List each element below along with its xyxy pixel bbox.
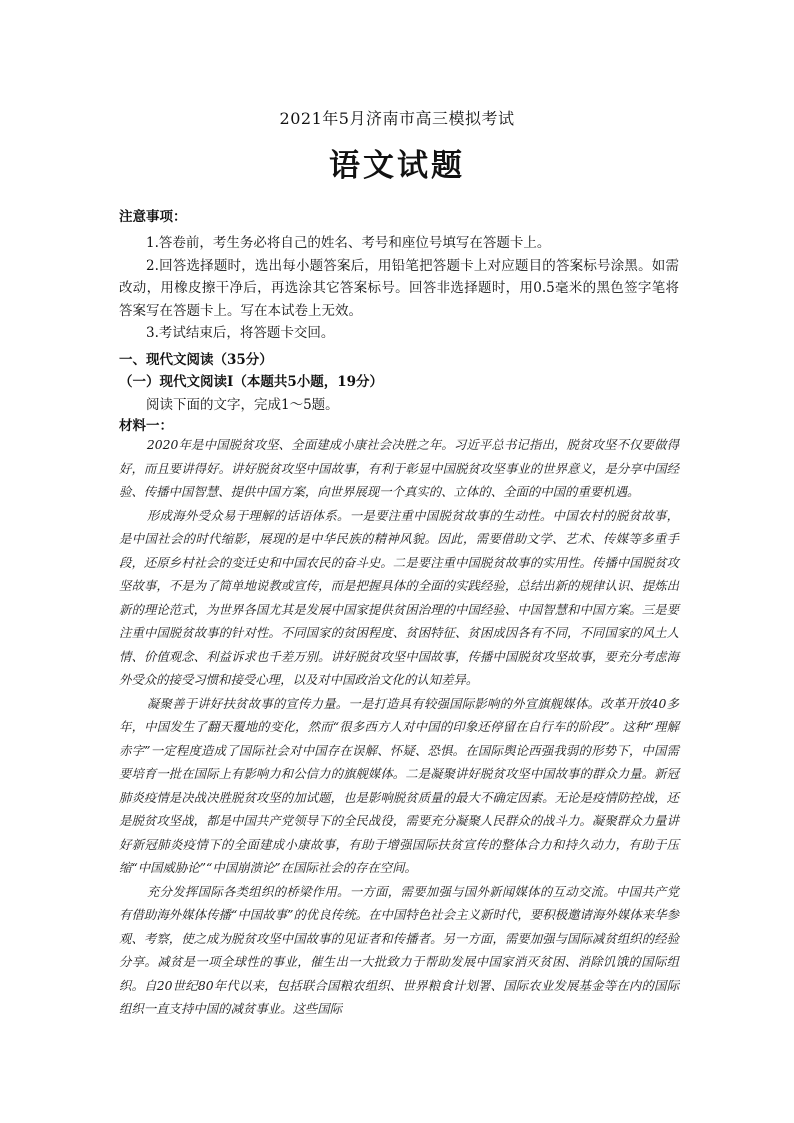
notice-item: 2.回答选择题时，选出每小题答案后，用铅笔把答题卡上对应题目的答案标号涂黑。如需改动，用橡皮擦干净后，再选涂其它答案标号。回答非选择题时，用0.5毫米的黑色签字笔将答案写在答题卡上。写在本试卷上无效。 bbox=[119, 257, 679, 319]
exam-subtitle: 2021年5月济南市高三模拟考试 bbox=[279, 109, 515, 128]
notice-block bbox=[119, 206, 679, 345]
notice-heading: 注意事项： bbox=[119, 209, 187, 225]
article-paragraph: 2020年是中国脱贫攻坚、全面建成小康社会决胜之年。习近平总书记指出，脱贫攻坚不仅要做得好，而且要讲得好。讲好脱贫攻坚中国故事，有利于彰显中国脱贫攻坚事业的世界意义，是分享中国经验、传播中国智慧、提供中国方案，向世界展现一个真实的、立体的、全面的中国的重要机遇。 bbox=[119, 437, 679, 499]
article-paragraph: 充分发挥国际各类组织的桥梁作用。一方面，需要加强与国外新闻媒体的互动交流。中国共产党有借助海外媒体传播“中国故事”的优良传统。在中国特色社会主义新时代，要积极邀请海外媒体来华参观、考察，使之成为脱贫攻坚中国故事的见证者和传播者。另一方面，需要加强与国际减贫组织的经验分享。减贫是一项全球性的事业，催生出一大批致力于帮助发展中国家消灭贫困、消除饥饿的国际组织。自20世纪80年代以来，包括联合国粮农组织、世界粮食计划署、国际农业发展基金等在内的国际组织一直支持中国的减贫事业。这些国际 bbox=[119, 883, 679, 1016]
section-title: 一、现代文阅读（35分） bbox=[119, 352, 273, 368]
material-label: 材料一： bbox=[119, 418, 173, 434]
reading-instruction: 阅读下面的文字，完成1～5题。 bbox=[146, 397, 339, 413]
exam-title: 语文试题 bbox=[329, 148, 465, 184]
article-paragraph: 凝聚善于讲好扶贫故事的宣传力量。一是打造具有较强国际影响的外宣旗舰媒体。改革开放40多年，中国发生了翻天覆地的变化，然而“很多西方人对中国的印象还停留在自行车的阶段”。这种“理解赤字”一定程度造成了国际社会对中国存在误解、怀疑、恐惧。在国际舆论西强我弱的形势下，中国需要培育一批在国际上有影响力和公信力的旗舰媒体。二是凝聚讲好脱贫攻坚中国故事的群众力量。新冠肺炎疫情是决战决胜脱贫攻坚的加试题，也是影响脱贫质量的最大不确定因素。无论是疫情防控战，还是脱贫攻坚战，都是中国共产党领导下的全民战役，需要充分凝聚人民群众的战斗力。凝聚群众力量讲好新冠肺炎疫情下的全面建成小康故事，有助于增强国际扶贫宣传的整体合力和持久动力，有助于压缩“中国威胁论”“中国崩溃论”在国际社会的存在空间。 bbox=[119, 695, 679, 875]
notice-item: 3.考试结束后，将答题卡交回。 bbox=[146, 325, 335, 341]
article-paragraph: 形成海外受众易于理解的话语体系。一是要注重中国脱贫故事的生动性。中国农村的脱贫故事，是中国社会的时代缩影，展现的是中华民族的精神风貌。因此，需要借助文学、艺术、传媒等多重手段，还原乡村社会的变迁史和中国农民的奋斗史。二是要注重中国脱贫故事的实用性。传播中国脱贫攻坚故事，不是为了简单地说教或宣传，而是把握具体的全面的实践经验，总结出新的规律认识、提炼出新的理论范式，为世界各国尤其是发展中国家提供贫困治理的中国经验、中国智慧和中国方案。三是要注重中国脱贫故事的针对性。不同国家的贫困程度、贫困特征、贫困成因各有不同，不同国家的风土人情、价值观念、利益诉求也千差万别。讲好脱贫攻坚中国故事，传播中国脱贫攻坚故事，要充分考虑海外受众的接受习惯和接受心理，以及对中国政治文化的认知差异。 bbox=[119, 507, 679, 687]
subsection-title: （一）现代文阅读Ⅰ（本题共5小题，19分） bbox=[119, 374, 383, 390]
notice-item: 1.答卷前，考生务必将自己的姓名、考号和座位号填写在答题卡上。 bbox=[146, 235, 551, 251]
article-body bbox=[119, 433, 679, 1021]
